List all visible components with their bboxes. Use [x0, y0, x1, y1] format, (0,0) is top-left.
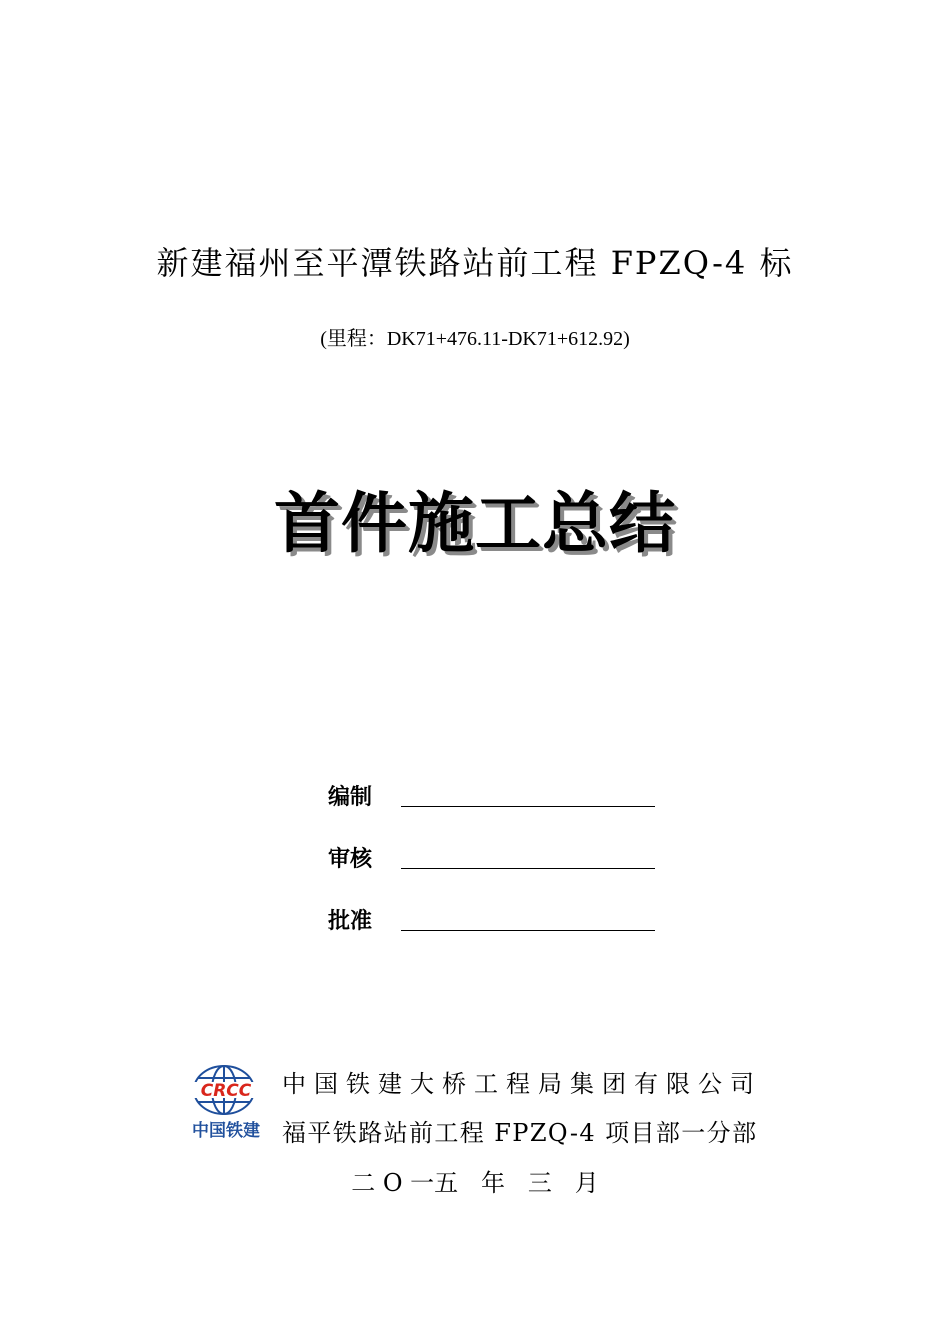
signature-label-reviewed: 审核 [328, 847, 373, 872]
mileage-range: (里程：DK71+476.11-DK71+612.92) [320, 328, 630, 350]
crcc-emblem-text: CRCC [200, 1081, 252, 1101]
crcc-logo [182, 1062, 274, 1142]
company-name: 中国铁建大桥工程局集团有限公司 [282, 1070, 762, 1098]
signature-line-compiled [401, 806, 655, 807]
signature-row-reviewed [328, 842, 668, 872]
signature-line-reviewed [401, 868, 655, 869]
document-date: 二 O 一五 年 三 月 [351, 1169, 599, 1197]
project-title: 新建福州至平潭铁路站前工程 FPZQ-4 标 [156, 244, 794, 282]
crcc-brand-text: 中国铁建 [192, 1121, 260, 1141]
signature-label-compiled: 编制 [328, 785, 373, 810]
signature-row-compiled [328, 780, 668, 810]
signature-label-approved: 批准 [328, 909, 373, 934]
signature-row-approved [328, 904, 668, 934]
signature-line-approved [401, 930, 655, 931]
crcc-globe-icon [182, 1062, 274, 1142]
department-name: 福平铁路站前工程 FPZQ-4 项目部一分部 [282, 1119, 758, 1147]
document-title: 首件施工总结 [274, 485, 676, 562]
